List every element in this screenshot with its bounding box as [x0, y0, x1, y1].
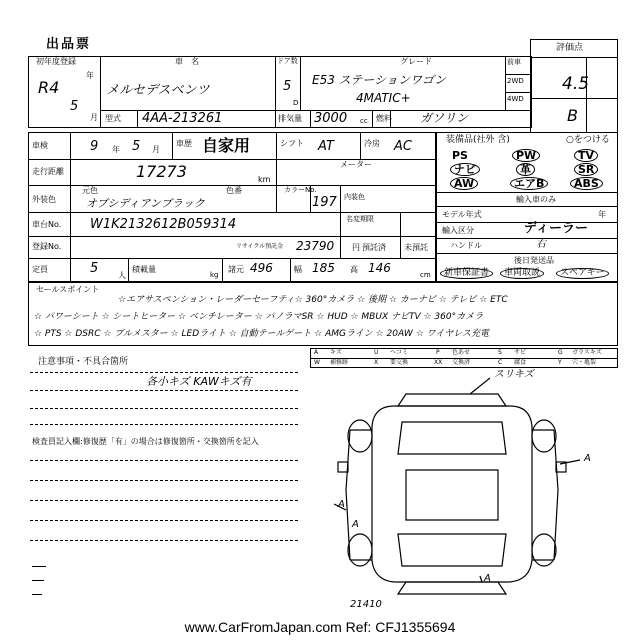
height-value: 146	[368, 261, 391, 275]
model-year-unit: 年	[598, 210, 606, 219]
name-change-label: 名変期限	[346, 215, 374, 223]
legend-s-text: サビ	[514, 349, 527, 356]
option-navi: ナビ	[450, 163, 480, 176]
sales-label: セールスポイント	[36, 285, 100, 294]
rating-label: 評価点	[556, 43, 584, 53]
options-label: 装備品(社外 含)	[446, 135, 510, 145]
load-label: 積載量	[132, 265, 156, 274]
interior-label: 内装色	[344, 193, 365, 201]
legend-c-text: 腐食	[514, 359, 527, 366]
option-pw: PW	[512, 149, 540, 162]
year-unit: 年	[86, 71, 94, 80]
reg-label: 登録No.	[32, 242, 62, 251]
legend-y: Y	[558, 359, 562, 366]
option-ps: PS	[452, 149, 468, 162]
option-leather: 革	[516, 163, 535, 176]
first-reg-month-value: 5	[70, 99, 79, 114]
options-note: ○をつける	[566, 135, 610, 145]
mileage-value: 17273	[136, 162, 187, 181]
shift-label: シフト	[280, 139, 304, 148]
recycle-status: 預託済	[362, 243, 386, 252]
diagram-note-a-left: A	[338, 499, 345, 510]
first-reg-year-value: R4	[38, 78, 60, 97]
recycle-label: リサイクル預託金	[236, 243, 284, 250]
inspection-label: 車検	[32, 141, 48, 150]
chassis-value: W1K2132612B059314	[90, 217, 237, 232]
meter-label: メーター	[340, 160, 372, 169]
legend-xx: XX	[434, 359, 443, 366]
cm-unit: cm	[420, 271, 431, 279]
notes-value: 各小キズ KAWキズ有	[146, 375, 252, 388]
legend-a: A	[314, 349, 319, 356]
legend-y-text: 穴・亀裂	[572, 359, 597, 366]
grade-label: グレード	[400, 57, 432, 66]
option-aw: AW	[450, 177, 478, 190]
inspector-label: 検査員記入欄:修復歴「有」の場合は修復箇所・交換箇所を記入	[32, 437, 259, 446]
first-reg-label: 初年度登録	[36, 57, 76, 66]
color-label: 外装色	[32, 195, 56, 204]
option-sr: SR	[574, 163, 598, 176]
legend-x: X	[374, 359, 379, 366]
mileage-label: 走行距離	[32, 167, 64, 176]
usage-label: 車歴	[176, 139, 192, 148]
model-label: 型式	[105, 114, 121, 123]
legend-g-text: ガラスキズ	[572, 349, 602, 356]
capacity-value: 5	[90, 261, 99, 276]
car-damage-diagram	[310, 370, 618, 610]
legend-xx-text: 交換済	[452, 359, 471, 366]
twowd-label: 2WD	[507, 77, 524, 85]
recycle-value: 23790	[296, 239, 335, 253]
import-only-label: 輸入車のみ	[516, 195, 556, 204]
inspection-month: 5	[132, 139, 141, 154]
inspection-month-unit: 月	[152, 145, 160, 154]
legend-u-text: ヘコミ	[390, 349, 409, 356]
load-unit: kg	[210, 271, 219, 279]
sales-line-3: ☆ PTS ☆ DSRC ☆ ブルメスター ☆ LEDライト ☆ 自動テールゲート ☆ AMGライン ☆ 20AW ☆ ワイヤレス充電	[34, 329, 489, 339]
car-name-value: メルセデスベンツ	[106, 83, 210, 98]
grade-value-2: 4MATIC+	[356, 91, 411, 105]
option-abs: ABS	[570, 177, 603, 190]
legend-s: S	[498, 349, 502, 356]
doors-value: 5	[283, 79, 292, 94]
inspection-year: 9	[90, 139, 99, 154]
grade-value-1: E53 ステーションワゴン	[312, 73, 446, 87]
option-tv: TV	[574, 149, 598, 162]
legend-p: P	[436, 349, 440, 356]
footer-reference: www.CarFromJapan.com Ref: CFJ1355694	[0, 614, 640, 640]
car-name-label: 車 名	[175, 57, 199, 66]
diagram-note-number: 21410	[350, 599, 382, 610]
color-code-label: カラーNo.	[284, 186, 317, 194]
legend-u: U	[374, 349, 379, 356]
length-value: 496	[250, 261, 273, 275]
chassis-label: 車台No.	[32, 220, 62, 229]
d-label: D	[293, 99, 299, 107]
legend-w-text: 補修跡	[330, 359, 349, 366]
legend-p-text: 色あせ	[452, 349, 471, 356]
handle-value: 右	[536, 239, 546, 250]
sheet-title: 出品票	[46, 37, 92, 52]
color-value: オブシディアンブラック	[86, 197, 205, 210]
handle-label: ハンドル	[450, 241, 482, 250]
width-label: 幅	[294, 265, 302, 274]
width-value: 185	[312, 261, 335, 275]
displacement-label: 排気量	[278, 114, 302, 123]
fuel-value: ガソリン	[420, 111, 469, 125]
inspection-year-unit: 年	[112, 145, 120, 154]
cc-unit: cc	[360, 117, 368, 125]
diagram-note-a-rear: A	[484, 573, 491, 584]
capacity-label: 定員	[32, 265, 48, 274]
color-code-value: 197	[312, 195, 337, 210]
legend-c: C	[498, 359, 503, 366]
displacement-value: 3000	[314, 111, 348, 126]
warranty-doc: 新車保証書	[440, 268, 493, 279]
spare-key-doc: スペアキー	[556, 268, 609, 279]
diagram-note-scratch: スリキズ	[494, 369, 534, 380]
zensha-label: 前車	[507, 58, 521, 66]
legend-w: W	[314, 359, 320, 366]
usage-value: 自家用	[202, 136, 251, 155]
model-value: 4AA-213261	[142, 111, 223, 126]
legend-x-text: 要交換	[390, 359, 409, 366]
month-unit: 月	[90, 113, 98, 122]
legend-a-text: キズ	[330, 349, 342, 356]
rating-value: 4.5	[562, 74, 590, 94]
notes-label: 注意事項・不具合箇所	[38, 357, 129, 367]
interior-grade-value: B	[567, 106, 578, 125]
height-label: 高	[350, 265, 358, 274]
diagram-note-a-left-2: A	[352, 519, 359, 530]
legend-g: G	[558, 349, 563, 356]
doors-label: ドア数	[277, 57, 298, 65]
ac-value: AC	[394, 139, 412, 154]
fuel-label: 燃料	[376, 114, 392, 123]
model-year-label: モデル年式	[442, 210, 482, 219]
not-deposited-label: 未預託	[404, 243, 428, 252]
orig-color-label: 元色	[82, 186, 98, 195]
shift-value: AT	[318, 139, 334, 154]
capacity-unit: 人	[118, 271, 126, 280]
sales-line-2: ☆ パワーシート ☆ シートヒーター ☆ ベンチレーター ☆ パノラマSR ☆ HUD ☆ MBUX ナビTV ☆ 360°カメラ	[34, 312, 484, 322]
manual-doc: 車両取説	[500, 268, 544, 279]
km-unit: km	[258, 175, 271, 184]
diagram-note-a-right: A	[584, 453, 591, 464]
dim-label: 諸元	[228, 265, 244, 274]
docs-label: 後日発送品	[514, 256, 554, 265]
option-airbag: エアB	[510, 177, 548, 190]
color-no-label: 色番	[226, 186, 242, 195]
sales-line-1: ☆エアサスペンション・レーダーセーフティ☆ 360°カメラ ☆ 後期 ☆ カーナビ ☆ テレビ ☆ ETC	[118, 295, 508, 305]
import-type-label: 輸入区分	[442, 226, 474, 235]
fourwd-label: 4WD	[507, 95, 524, 103]
yen-unit: 円	[352, 243, 360, 252]
ac-label: 冷房	[364, 139, 380, 148]
import-type-value: ディーラー	[524, 221, 588, 236]
